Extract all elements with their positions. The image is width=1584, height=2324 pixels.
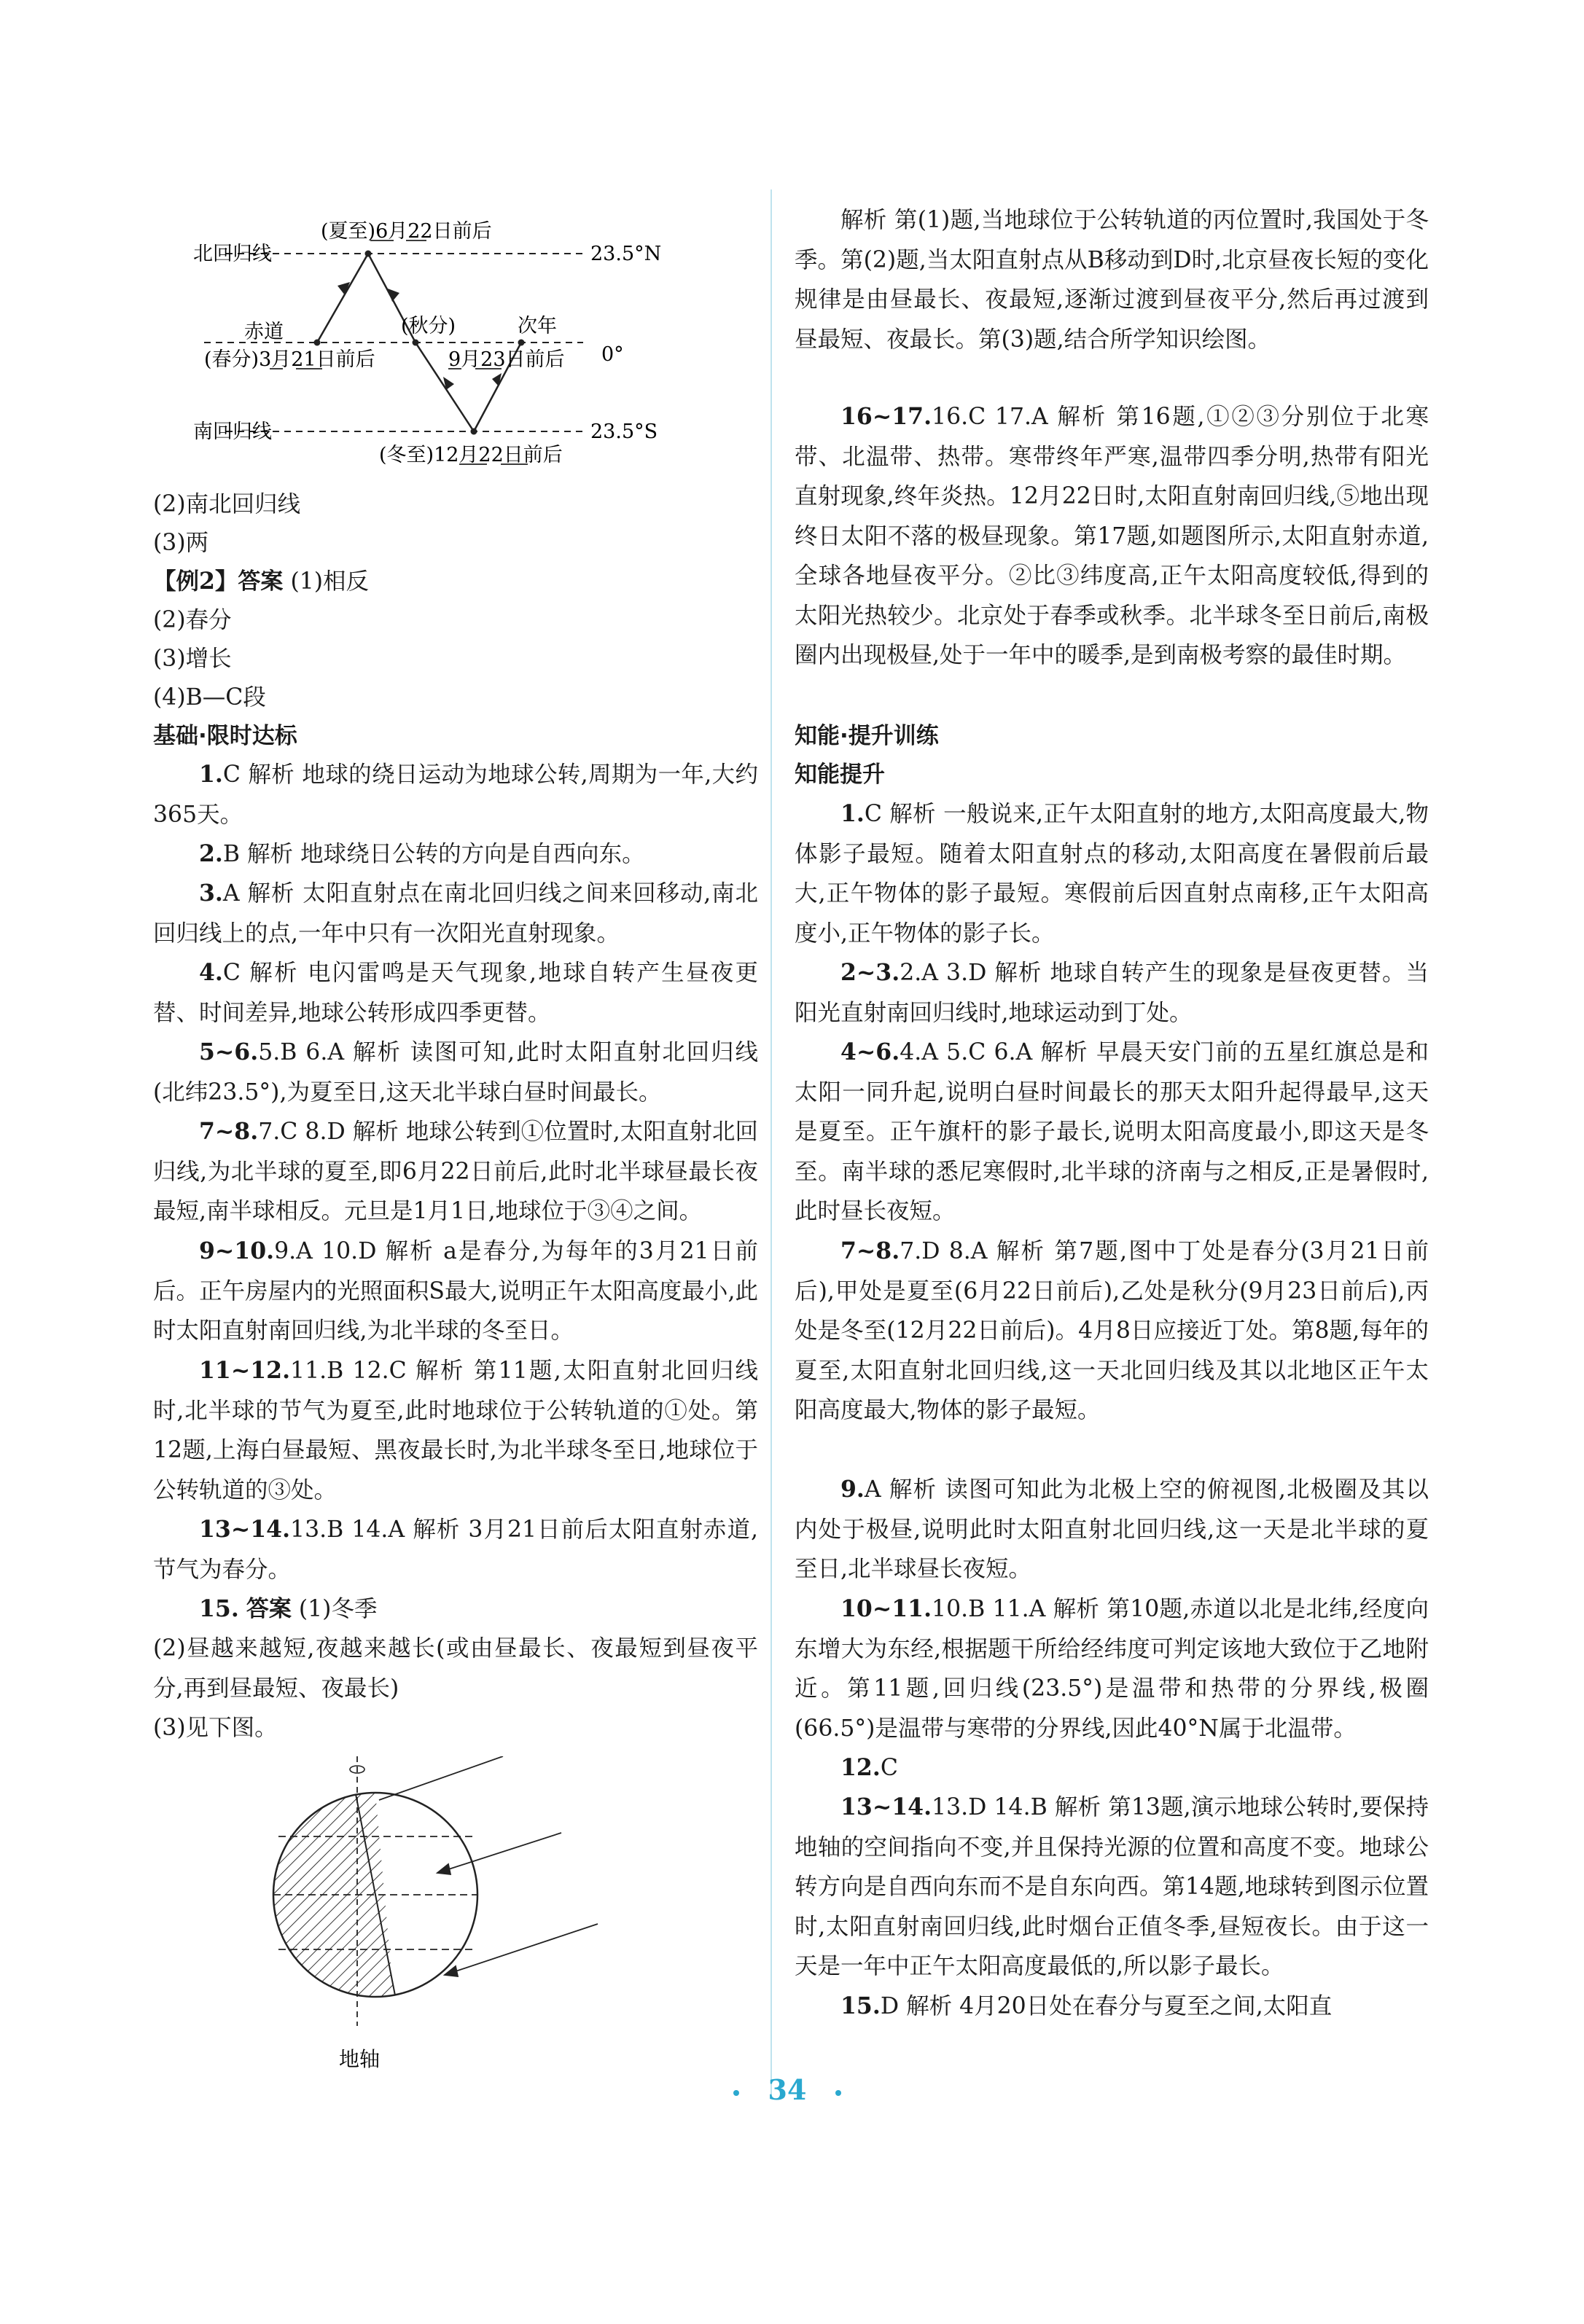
autumn-label: (秋分) — [401, 315, 456, 337]
answer-line: (2)南北回归线 — [153, 491, 301, 517]
page-number: 34 — [678, 2073, 897, 2106]
north-tropic-label: 北回归线 — [193, 243, 272, 265]
answer-tag: 答案 — [238, 568, 284, 595]
section-heading-advanced: 知能·提升训练 — [795, 723, 939, 749]
axis-label: 地轴 — [339, 2047, 381, 2071]
question-item: 2.B 解析 地球绕日公转的方向是自西向东。 — [199, 840, 645, 867]
question-item: 5~6.5.B 6.A 解析 读图可知,此时太阳直射北回归线(北纬23.5°),为夏至日,这天北半球白昼时间最长。 — [153, 1038, 758, 1106]
analysis-paragraph: 解析 第(1)题,当地球位于公转轨道的丙位置时,我国处于冬季。第(2)题,当太阳直射点从B移动到D时,北京昼夜长短的变化规律是由昼最长、夜最短,逐渐过渡到昼夜平分,然后再过渡到昼最短、夜最长。第(3)题,结合所学知识绘图。 — [795, 207, 1429, 353]
question-item: 15. 答案 (1)冬季 — [199, 1595, 378, 1622]
south-tropic-label: 南回归线 — [193, 420, 272, 443]
answer-line: (2)春分 — [153, 607, 232, 633]
question-item: 9~10.9.A 10.D 解析 a是春分,为每年的3月21日前后。正午房屋内的光照面积S最大,说明正午太阳高度最小,此时太阳直射南回归线,为北半球的冬至日。 — [153, 1237, 758, 1344]
answer-line: (3)两 — [153, 530, 209, 556]
question-item: 12.C — [840, 1754, 898, 1781]
summer-solstice-label: (夏至)6月22日前后 — [321, 220, 492, 243]
next-year-label: 次年 — [518, 315, 557, 337]
question-item: 2~3.2.A 3.D 解析 地球自转产生的现象是昼夜更替。当阳光直射南回归线时,地球运动到丁处。 — [795, 959, 1429, 1026]
question-item: 1.C 解析 一般说来,正午太阳直射的地方,太阳高度最大,物体影子最短。随着太阳直射点的移动,太阳高度在暑假前后最大,正午物体的影子最短。寒假前后因直射点南移,正午太阳高度小,正午物体的影子长。 — [795, 800, 1429, 947]
north-lat-label: 23.5°N — [590, 243, 662, 265]
question-item: 13~14.13.D 14.B 解析 第13题,演示地球公转时,要保持地轴的空间指向不变,并且保持光源的位置和高度不变。地球公转方向是自西向东而不是自东向西。第14题,地球转到图示位置时,太阳直射南回归线,此时烟台正值冬季,昼短夜长。由于这一天是一年中正午太阳高度最低的,所以影子最长。 — [795, 1793, 1429, 1979]
question-item: 1.C 解析 地球的绕日运动为地球公转,周期为一年,大约365天。 — [153, 761, 758, 828]
zero-lat-label: 0° — [601, 343, 624, 366]
question-item: 4~6.4.A 5.C 6.A 解析 早晨天安门前的五星红旗总是和太阳一同升起,说明白昼时间最长的那天太阳升起得最早,这天是夏至。正午旗杆的影子最长,说明太阳高度最小,即这天是冬至。南半球的悉尼寒假时,北半球的济南与之相反,正是暑假时,此时昼长夜短。 — [795, 1038, 1429, 1224]
answer-line: (2)昼越来越短,夜越来越长(或由昼最长、夜最短到昼夜平分,再到昼最短、夜最长) — [153, 1635, 758, 1702]
spring-equinox-label: (春分)3月21日前后 — [204, 348, 375, 371]
question-item: 10~11.10.B 11.A 解析 第10题,赤道以北是北纬,经度向东增大为东经,根据题干所给经纬度可判定该地大致位于乙地附近。第11题,回归线(23.5°)是温带和热带的分界线,极圈(66.5°)是温带与寒带的分界线,因此40°N属于北温带。 — [795, 1595, 1429, 1742]
answer-line: (3)见下图。 — [153, 1715, 278, 1741]
winter-solstice-label: (冬至)12月22日前后 — [379, 444, 563, 466]
example2-line — [153, 562, 369, 602]
globe-diagram — [262, 1756, 671, 2077]
column-divider — [770, 189, 772, 2099]
equator-label: 赤道 — [244, 321, 284, 343]
example2-tag: 【例2】 — [153, 568, 238, 595]
question-item: 3.A 解析 太阳直射点在南北回归线之间来回移动,南北回归线上的点,一年中只有一次阳光直射现象。 — [153, 880, 758, 947]
question-item: 11~12.11.B 12.C 解析 第11题,太阳直射北回归线时,北半球的节气为夏至,此时地球位于公转轨道的①处。第12题,上海白昼最短、黑夜最长时,为北半球冬至日,地球位于公转轨道的③处。 — [153, 1357, 758, 1503]
question-item: 4.C 解析 电闪雷鸣是天气现象,地球自转产生昼夜更替、时间差异,地球公转形成四季更替。 — [153, 959, 758, 1026]
subsection-heading: 知能提升 — [795, 762, 885, 788]
question-item: 13~14.13.B 14.A 解析 3月21日前后太阳直射赤道,节气为春分。 — [153, 1516, 758, 1583]
question-item: 9.A 解析 读图可知此为北极上空的俯视图,北极圈及其以内处于极昼,说明此时太阳直射北回归线,这一天是北半球的夏至日,北半球昼长夜短。 — [795, 1476, 1429, 1582]
section-heading-basic: 基础·限时达标 — [153, 723, 297, 749]
answer-line: (3)增长 — [153, 646, 232, 672]
question-item: 15.D 解析 4月20日处在春分与夏至之间,太阳直 — [840, 1992, 1333, 2019]
south-lat-label: 23.5°S — [590, 420, 658, 443]
question-item: 16~17.16.C 17.A 解析 第16题,①②③分别位于北寒带、北温带、热带。寒带终年严寒,温带四季分明,热带有阳光直射现象,终年炎热。12月22日时,太阳直射南回归线,⑤地出现终日太阳不落的极昼现象。第17题,如题图所示,太阳直射赤道,全球各地昼夜平分。②比③纬度高,正午太阳高度较低,得到的太阳光热较少。北京处于春季或秋季。北半球冬至日前后,南极圈内出现极昼,处于一年中的暖季,是到南极考察的最佳时期。 — [795, 403, 1429, 668]
answer-line: (4)B—C段 — [153, 684, 266, 711]
solar-point-diagram — [153, 211, 758, 474]
question-item: 7~8.7.C 8.D 解析 地球公转到①位置时,太阳直射北回归线,为北半球的夏至,即6月22日前后,此时北半球昼最长夜最短,南半球相反。元旦是1月1日,地球位于③④之间。 — [153, 1118, 758, 1224]
example2-value: (1)相反 — [290, 568, 370, 595]
question-item: 7~8.7.D 8.A 解析 第7题,图中丁处是春分(3月21日前后),甲处是夏至(6月22日前后),乙处是秋分(9月23日前后),丙处是冬至(12月22日前后)。4月8日应接近丁处。第8题,每年的夏至,太阳直射北回归线,这一天北回归线及其以北地区正午太阳高度最大,物体的影子最短。 — [795, 1237, 1429, 1423]
autumn-date-label: 9月23日前后 — [448, 348, 565, 371]
